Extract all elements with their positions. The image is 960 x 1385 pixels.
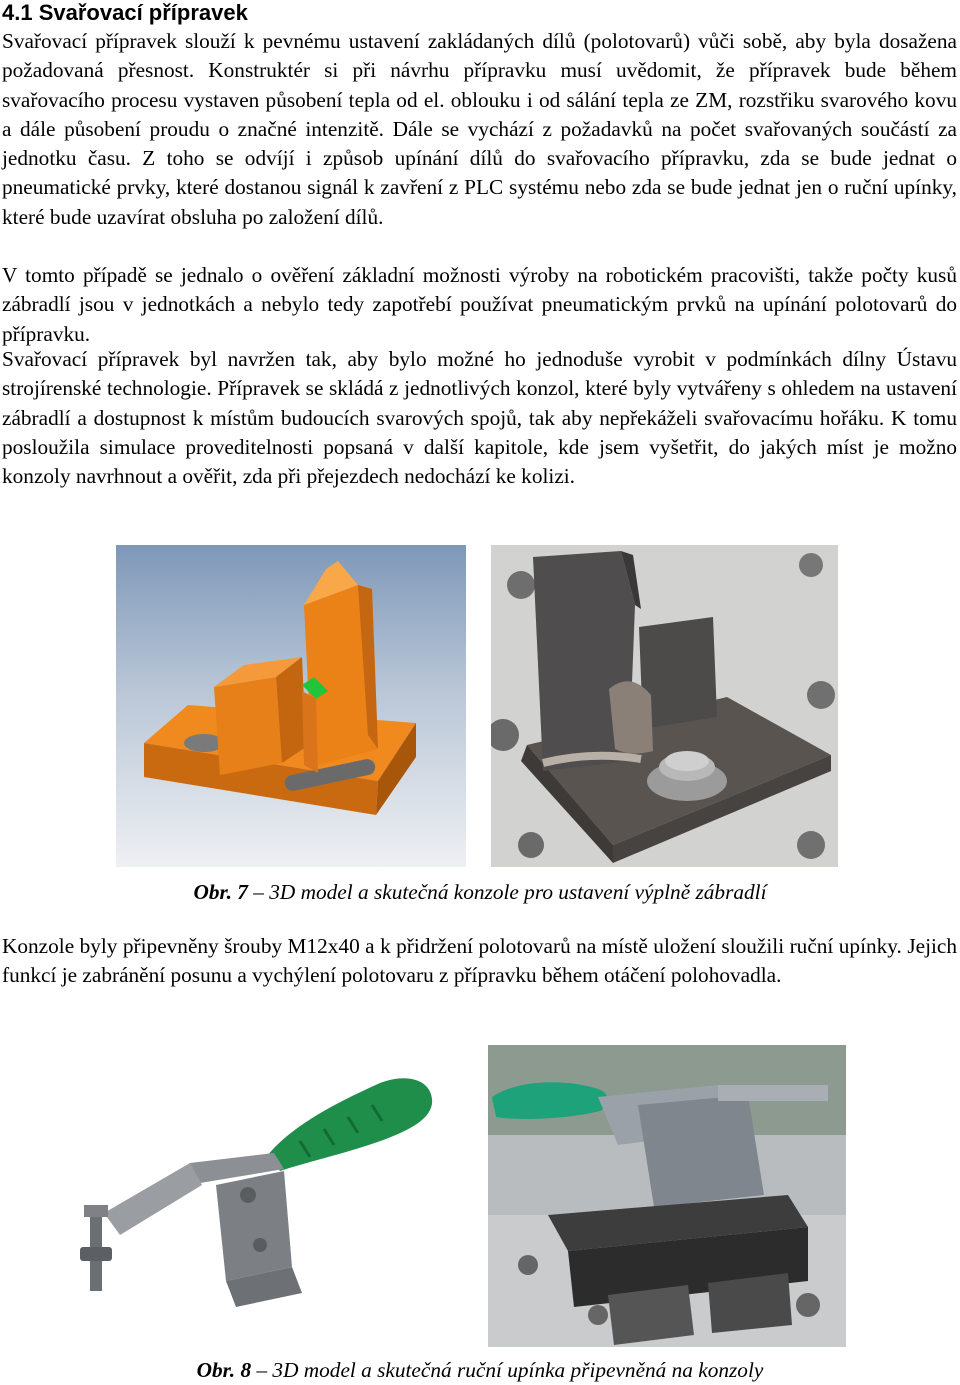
- figure-8-clamp-render-image: [40, 1045, 460, 1345]
- figure-8-text: 3D model a skutečná ruční upínka připevněná na konzoly: [272, 1358, 764, 1382]
- figure-8-dash: –: [256, 1358, 268, 1382]
- figure-8-label: Obr. 8: [196, 1358, 252, 1382]
- figure-7-dash: –: [253, 880, 264, 904]
- figure-7-cad-model-image: [116, 545, 466, 867]
- paragraph-4: Konzole byly připevněny šrouby M12x40 a k přidržení polotovarů na místě uložení sloužili ruční upínky. Jejich funkcí je zabránění posunu a vychýlení polotovaru z přípravku během otáčení polohovadla.: [2, 934, 957, 988]
- figure-8-caption: [0, 1357, 960, 1383]
- section-number: 4.1: [2, 0, 33, 25]
- figure-7-caption: [0, 879, 960, 905]
- figure-7-text: 3D model a skutečná konzole pro ustavení výplně zábradlí: [269, 880, 767, 904]
- figure-7-real-bracket-photo: [491, 545, 838, 867]
- paragraph-3: Svařovací přípravek byl navržen tak, aby bylo možné ho jednoduše vyrobit v podmínkách dílny Ústavu strojírenské technologie. Přípravek se skládá z jednotlivých konzol, které byly vytvářeny s ohledem na ustavení zábradlí a dostupnost k místům budoucích svarových spojů, tak aby nepřekáželi svařovacímu hořáku. K tomu posloužila simulace proveditelnosti popsaná v další kapitole, kde jsem vyšetřit, do jakých míst je možno konzoly navrhnout a ověřit, zda při přejezdech nedochází ke kolizi.: [2, 347, 957, 489]
- figure-7-label: Obr. 7: [193, 880, 248, 904]
- section-heading: [2, 0, 248, 26]
- figure-8-clamp-photo: [488, 1045, 846, 1347]
- section-title: Svařovací přípravek: [38, 0, 248, 25]
- paragraph-2: V tomto případě se jednalo o ověření základní možnosti výroby na robotickém pracovišti, takže počty kusů zábradlí jsou v jednotkách a nebylo tedy zapotřebí používat pneumatickým prvků na upínání polotovarů do přípravku.: [2, 263, 957, 346]
- paragraph-1: Svařovací přípravek slouží k pevnému ustavení zakládaných dílů (polotovarů) vůči sobě, aby byla dosažena požadovaná přesnost. Konstruktér si při návrhu přípravku musí uvědomit, že přípravek bude během svařovacího procesu vystaven působení tepla od el. oblouku i od sálání tepla ze ZM, rozstřiku svarového kovu a dále působení proudu o značné intenzitě. Dále se vychází z požadavků na počet svařovaných součástí za jednotku času. Z toho se odvíjí i způsob upínání dílů do svařovacího přípravku, zda se bude jednat o pneumatické prvky, které dostanou signál k zavření z PLC systému nebo zda se bude jednat jen o ruční upínky, které bude uzavírat obsluha po založení dílů.: [2, 29, 957, 229]
